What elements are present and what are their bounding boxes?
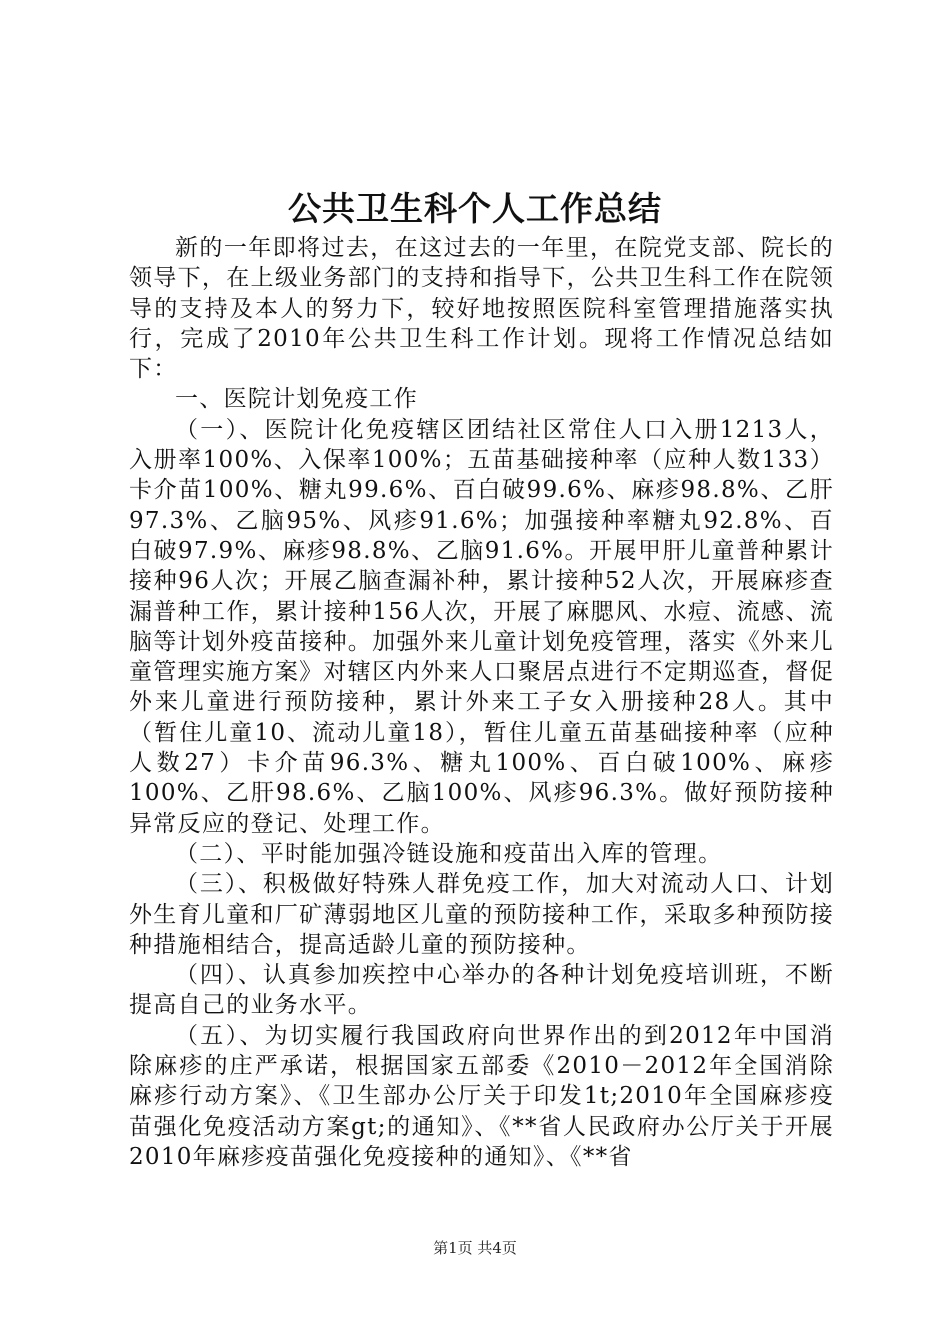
- paragraph-intro: 新的一年即将过去，在这过去的一年里，在院党支部、院长的领导下，在上级业务部门的支持和指导下，公共卫生科工作在院领导的支持及本人的努力下，较好地按照医院科室管理措施落实执行，完成了2010年公共卫生科工作计划。现将工作情况总结如下：: [129, 235, 834, 383]
- paragraph-item-4: （四）、认真参加疾控中心举办的各种计划免疫培训班，不断提高自己的业务水平。: [129, 962, 834, 1019]
- section-heading-immunization: 一、医院计划免疫工作: [175, 386, 418, 413]
- document-title: 公共卫生科个人工作总结: [288, 189, 662, 228]
- paragraph-item-5: （五）、为切实履行我国政府向世界作出的到2012年中国消除麻疹的庄严承诺，根据国家五部委《2010－2012年全国消除麻疹行动方案》、《卫生部办公厅关于印发1t;2010年全国麻疹疫苗强化免疫活动方案gt;的通知》、《**省人民政府办公厅关于开展2010年麻疹疫苗强化免疫接种的通知》、《**省: [129, 1022, 834, 1170]
- paragraph-item-2: （二）、平时能加强冷链设施和疫苗出入库的管理。: [175, 840, 723, 867]
- paragraph-item-3: （三）、积极做好特殊人群免疫工作，加大对流动人口、计划外生育儿童和厂矿薄弱地区儿童的预防接种工作，采取多种预防接种措施相结合，提高适龄儿童的预防接种。: [129, 871, 834, 958]
- page-footer: 第1页 共4页: [433, 1239, 517, 1257]
- paragraph-item-1: （一）、医院计化免疫辖区团结社区常住人口入册1213人，入册率100%、入保率100%；五苗基础接种率（应种人数133）卡介苗100%、糖丸99.6%、百白破99.6%、麻疹98.8%、乙肝97.3%、乙脑95%、风疹91.6%；加强接种率糖丸92.8%、百白破97.9%、麻疹98.8%、乙脑91.6%。开展甲肝儿童普种累计接种96人次；开展乙脑查漏补种，累计接种52人次，开展麻疹查漏普种工作，累计接种156人次，开展了麻腮风、水痘、流感、流脑等计划外疫苗接种。加强外来儿童计划免疫管理，落实《外来儿童管理实施方案》对辖区内外来人口聚居点进行不定期巡查，督促外来儿童进行预防接种，累计外来工子女入册接种28人。其中（暂住儿童10、流动儿童18），暂住儿童五苗基础接种率（应种人数27）卡介苗96.3%、糖丸100%、百白破100%、麻疹100%、乙肝98.6%、乙脑100%、风疹96.3%。做好预防接种异常反应的登记、处理工作。: [129, 416, 834, 837]
- document-body: [129, 233, 834, 1172]
